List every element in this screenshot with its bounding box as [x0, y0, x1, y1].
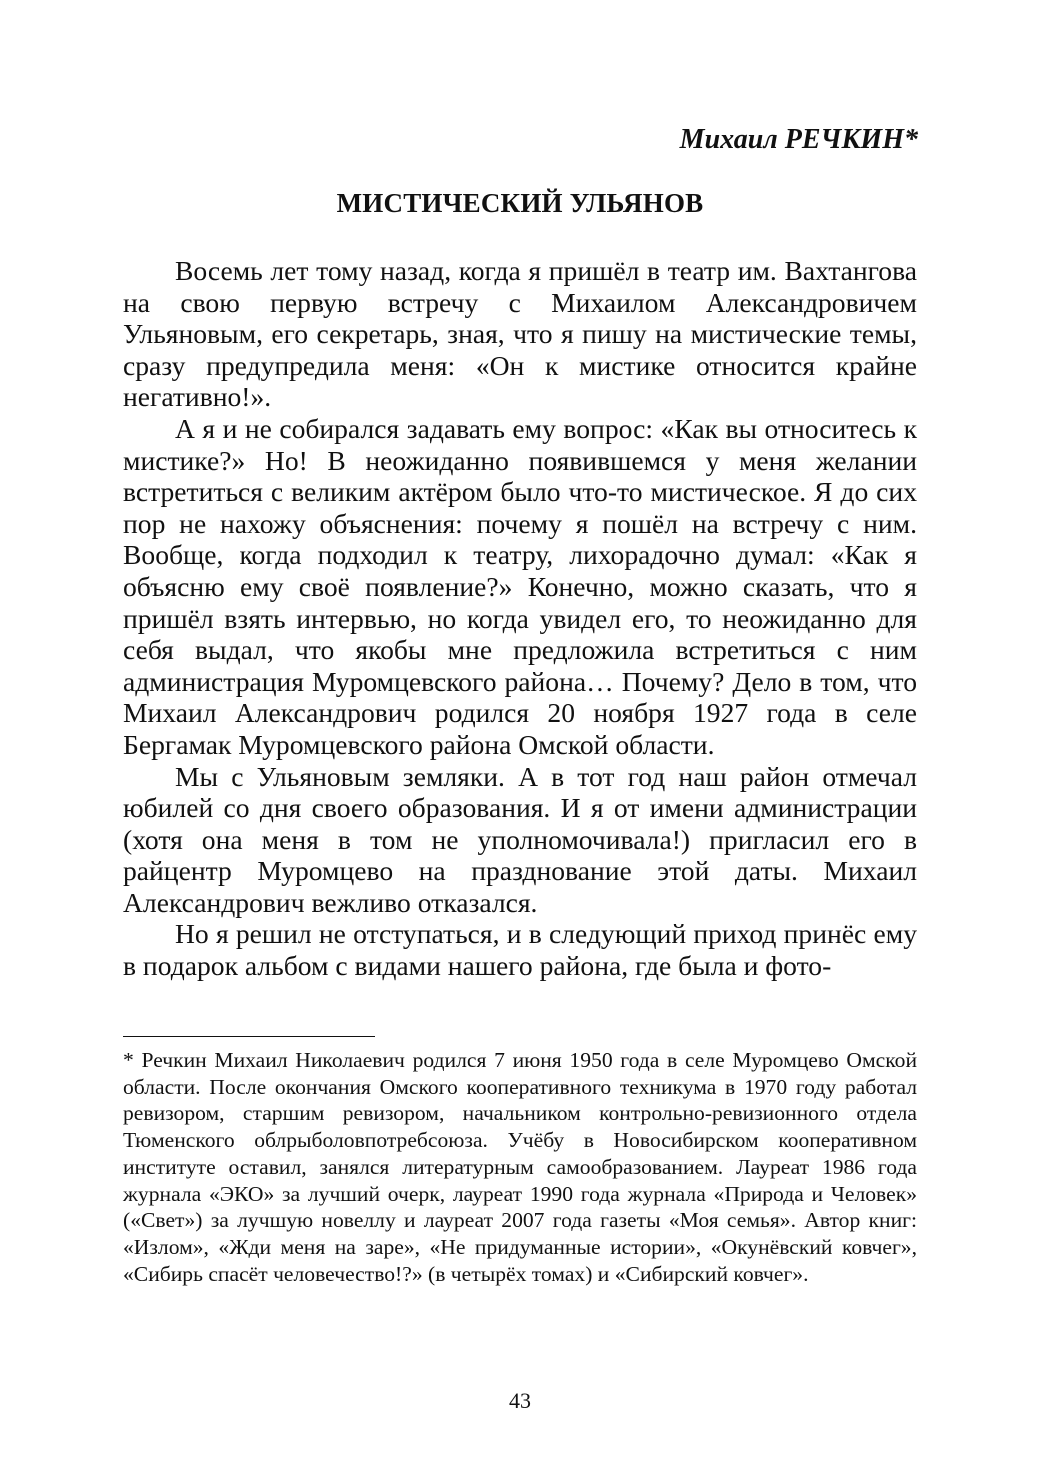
article-body — [123, 255, 917, 982]
body-paragraph: Но я решил не отступаться, и в следующий приход принёс ему в подарок альбом с видами нашего района, где была и фото- — [123, 918, 917, 982]
author-name: Михаил РЕЧКИН* — [679, 124, 918, 155]
body-paragraph: Восемь лет тому назад, когда я пришёл в театр им. Вахтангова на свою первую встречу с Михаилом Александровичем Ульяновым, его секретарь, зная, что я пишу на мистические темы, сразу предупредила меня: «Он к мистике относится крайне негативно!». — [123, 255, 917, 413]
body-paragraph: Мы с Ульяновым земляки. А в тот год наш район отмечал юбилей со дня своего образования. И я от имени администрации (хотя она меня в том не уполномочивала!) пригласил его в райцентр Муромцево на празднование этой даты. Михаил Александрович вежливо отказался. — [123, 760, 917, 918]
author-footnote: * Речкин Михаил Николаевич родился 7 июня 1950 года в селе Муромцево Омской области. После окончания Омского кооперативного техникума в 1970 году работал ревизором, старшим ревизором, начальником контрольно-ревизионного отдела Тюменского облрыболовпотребсоюза. Учёбу в Новосибирском кооперативном институте оставил, занялся литературным самообразованием. Лауреат 1986 года журнала «ЭКО» за лучший очерк, лауреат 1990 года журнала «Природа и Человек» («Свет») за лучшую новеллу и лауреат 2007 года газеты «Моя семья». Автор книг: «Излом», «Жди меня на заре», «Не придуманные истории», «Окунёвский ковчег», «Сибирь спасёт человечество!?» (в четырёх томах) и «Сибирский ковчег». — [123, 1048, 917, 1286]
body-paragraph: А я и не собирался задавать ему вопрос: «Как вы относитесь к мистике?» Но! В неожиданно появившемся у меня желании встретиться с великим актёром было что-то мистическое. Я до сих пор не нахожу объяснения: почему я пошёл на встречу с ним. Вообще, когда подходил к театру, лихорадочно думал: «Как я объясню ему своё появление?» Конечно, можно сказать, что я пришёл взять интервью, но когда увидел его, то неожиданно для себя выдал, что якобы мне предложила встретиться с ним администрация Муромцевского района… Почему? Дело в том, что Михаил Александрович родился 20 ноября 1927 года в селе Бергамак Муромцевского района Омской области. — [123, 412, 917, 760]
article-title: МИСТИЧЕСКИЙ УЛЬЯНОВ — [336, 188, 704, 218]
page-number: 43 — [509, 1388, 531, 1413]
footnote-divider — [123, 1036, 375, 1037]
